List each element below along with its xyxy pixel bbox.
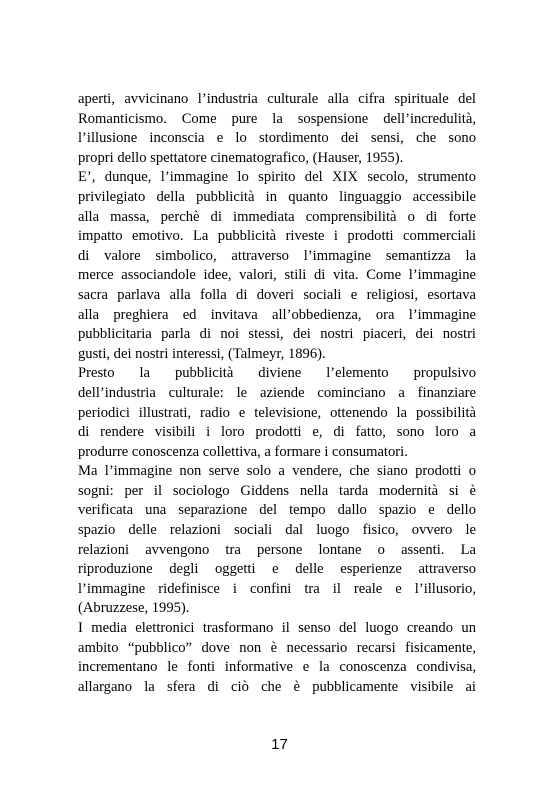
text-line: E’, dunque, l’immagine lo spirito del XIX secolo, strumento	[78, 169, 476, 186]
text-line: incrementano le fonti informative e la conoscenza condivisa,	[78, 659, 476, 676]
text-line: periodici illustrati, radio e televisione, ottenendo la possibilità	[78, 404, 476, 421]
text-line: sacra parlava alla folla di doveri sociali e religiosi, esortava	[78, 286, 476, 303]
text-line: alla preghiera ed invitava all’obbedienza, ora l’immagine	[78, 306, 476, 323]
text-line: l’immagine ridefinisce i confini tra il reale e l’illusorio,	[78, 580, 476, 597]
text-line: privilegiato della pubblicità in quanto linguaggio accessibile	[78, 188, 476, 205]
text-line: l’illusione inconscia e lo stordimento dei sensi, che sono	[78, 130, 476, 147]
text-line: riproduzione degli oggetti e delle esperienze attraverso	[78, 561, 476, 578]
paragraph-1	[78, 90, 476, 168]
text-line: dell’industria culturale: le aziende cominciano a finanziare	[78, 384, 476, 401]
text-line: Romanticismo. Come pure la sospensione dell’incredulità,	[78, 110, 476, 127]
paragraph-2	[78, 168, 476, 364]
text-line: propri dello spettatore cinematografico, (Hauser, 1955).	[78, 149, 404, 166]
text-line: merce associandole idee, valori, stili di vita. Come l’immagine	[78, 267, 476, 284]
text-line: gusti, dei nostri interessi, (Talmeyr, 1896).	[78, 345, 326, 362]
text-line: verificata una separazione del tempo dallo spazio e dello	[78, 502, 476, 519]
text-line: allargano la sfera di ciò che è pubblicamente visibile ai	[78, 678, 476, 695]
page-number: 17	[271, 736, 288, 753]
text-line: di valore simbolico, attraverso l’immagine semantizza la	[78, 247, 476, 264]
text-line: impatto emotivo. La pubblicità riveste i prodotti commerciali	[78, 228, 476, 245]
paragraph-5	[78, 619, 476, 697]
text-line: pubblicitaria parla di noi stessi, dei nostri piaceri, dei nostri	[78, 326, 476, 343]
text-line: produrre conoscenza collettiva, a formare i consumatori.	[78, 443, 408, 460]
text-line: I media elettronici trasformano il senso del luogo creando un	[78, 620, 476, 637]
paragraph-4	[78, 462, 476, 619]
text-line: Presto la pubblicità diviene l’elemento propulsivo	[78, 365, 476, 382]
text-line: sogni: per il sociologo Giddens nella tarda modernità si è	[78, 482, 476, 499]
paragraph-3	[78, 364, 476, 462]
text-line: relazioni avvengono tra persone lontane o assenti. La	[78, 541, 476, 558]
text-line: Ma l’immagine non serve solo a vendere, che siano prodotti o	[78, 463, 476, 480]
text-line: ambito “pubblico” dove non è necessario recarsi fisicamente,	[78, 639, 476, 656]
text-line: aperti, avvicinano l’industria culturale alla cifra spirituale del	[78, 91, 476, 107]
page-body	[78, 90, 476, 697]
text-line: (Abruzzese, 1995).	[78, 600, 190, 617]
text-line: spazio delle relazioni sociali dal luogo fisico, ovvero le	[78, 522, 476, 539]
text-line: di rendere visibili i loro prodotti e, di fatto, sono loro a	[78, 424, 476, 441]
text-line: alla massa, perchè di immediata comprensibilità o di forte	[78, 208, 476, 225]
